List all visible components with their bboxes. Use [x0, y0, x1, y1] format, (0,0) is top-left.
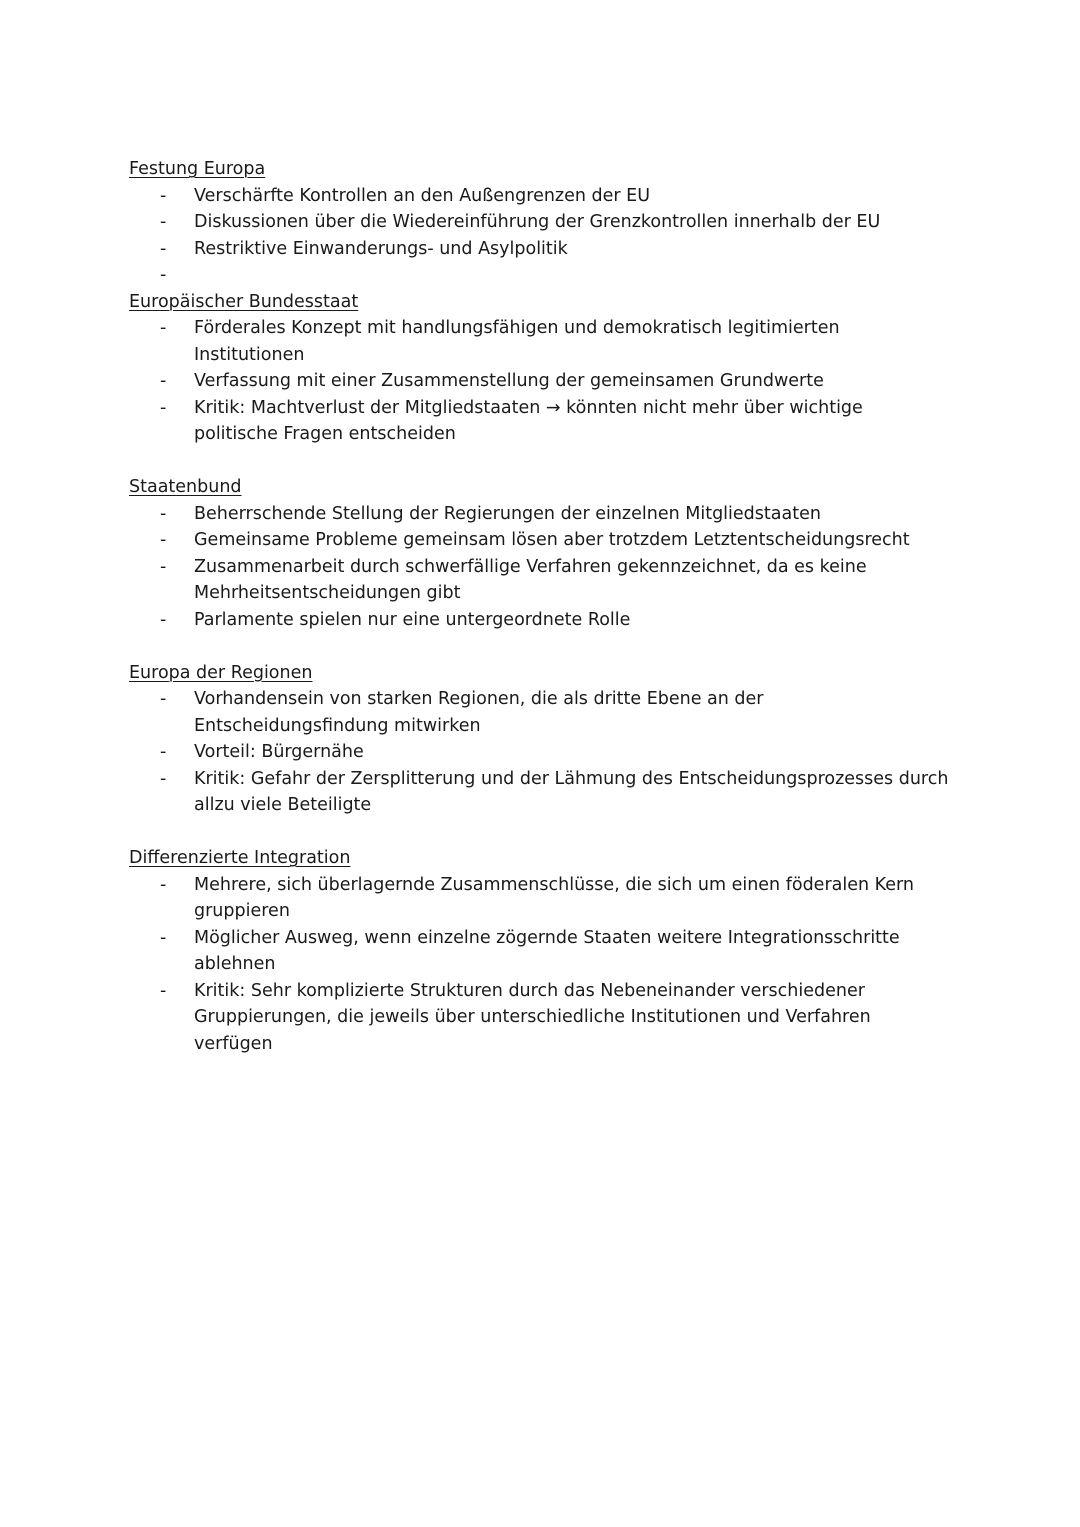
list-item-text: Möglicher Ausweg, wenn einzelne zögernde Staaten weitere Integrationsschritte ablehnen	[194, 927, 900, 974]
dash-bullet: -	[160, 238, 167, 259]
list-item	[129, 395, 989, 448]
bullet-list	[129, 872, 989, 1058]
section-heading: Festung Europa	[129, 159, 266, 179]
list-item	[129, 501, 989, 528]
dash-bullet: -	[160, 689, 167, 709]
dash-bullet: -	[160, 874, 167, 895]
list-item	[129, 872, 989, 925]
list-item-text: Vorhandensein von starken Regionen, die als dritte Ebene an der Entscheidungsfindung mitwirken	[194, 689, 764, 736]
list-item-text: Kritik: Machtverlust der Mitgliedstaaten → könnten nicht mehr über wichtige politische Fragen entscheiden	[194, 397, 863, 444]
list-item	[129, 554, 989, 607]
list-item-text: Diskussionen über die Wiedereinführung der Grenzkontrollen innerhalb der EU	[194, 212, 881, 232]
dash-bullet: -	[160, 503, 167, 524]
dash-bullet: -	[160, 556, 167, 577]
section-heading: Differenzierte Integration	[129, 848, 351, 868]
bullet-list	[129, 686, 989, 819]
dash-bullet: -	[160, 530, 167, 550]
list-item	[129, 183, 989, 210]
list-item-text: Kritik: Gefahr der Zersplitterung und der Lähmung des Entscheidungsprozesses durch allzu viele Beteiligte	[194, 768, 949, 815]
list-item-text: Verfassung mit einer Zusammenstellung der gemeinsamen Grundwerte	[194, 371, 824, 391]
list-item-text: Mehrere, sich überlagernde Zusammenschlüsse, die sich um einen föderalen Kern gruppieren	[194, 874, 915, 921]
list-item-text: Verschärfte Kontrollen an den Außengrenzen der EU	[194, 185, 651, 206]
dash-bullet: -	[160, 768, 167, 789]
list-item	[129, 739, 989, 766]
list-item-text: Förderales Konzept mit handlungsfähigen und demokratisch legitimierten Institutionen	[194, 318, 840, 365]
bullet-list	[129, 315, 989, 448]
list-item	[129, 368, 989, 395]
dash-bullet: -	[160, 265, 167, 285]
section-heading: Staatenbund	[129, 477, 242, 497]
dash-bullet: -	[160, 318, 167, 338]
dash-bullet: -	[160, 980, 167, 1001]
list-item-empty	[129, 262, 989, 289]
section-europa-der-regionen	[129, 660, 989, 819]
list-item-text: Zusammenarbeit durch schwerfällige Verfahren gekennzeichnet, da es keine Mehrheitsentscheidungen gibt	[194, 556, 867, 603]
section-differenzierte-integration	[129, 845, 989, 1057]
dash-bullet: -	[160, 397, 167, 418]
section-europaeischer-bundesstaat	[129, 289, 989, 448]
list-item-text	[194, 262, 989, 289]
list-item	[129, 527, 989, 554]
bullet-list	[129, 183, 989, 289]
list-item	[129, 236, 989, 263]
list-item-text: Parlamente spielen nur eine untergeordnete Rolle	[194, 609, 631, 630]
section-heading: Europa der Regionen	[129, 662, 313, 683]
dash-bullet: -	[160, 371, 167, 391]
section-festung-europa	[129, 156, 989, 289]
section-heading: Europäischer Bundesstaat	[129, 291, 359, 312]
list-item	[129, 766, 989, 819]
list-item	[129, 686, 989, 739]
list-item-text: Restriktive Einwanderungs- und Asylpolitik	[194, 238, 568, 259]
dash-bullet: -	[160, 609, 167, 630]
list-item-text: Kritik: Sehr komplizierte Strukturen durch das Nebeneinander verschiedener Gruppierungen, die jeweils über unterschiedliche Institutionen und Verfahren verfügen	[194, 980, 871, 1054]
dash-bullet: -	[160, 927, 167, 948]
dash-bullet: -	[160, 742, 167, 762]
list-item-text: Gemeinsame Probleme gemeinsam lösen aber trotzdem Letztentscheidungsrecht	[194, 530, 910, 550]
dash-bullet: -	[160, 185, 167, 206]
list-item	[129, 607, 989, 634]
list-item-text: Vorteil: Bürgernähe	[194, 742, 364, 762]
list-item	[129, 315, 989, 368]
list-item	[129, 978, 989, 1058]
section-staatenbund	[129, 474, 989, 633]
document-page	[129, 156, 989, 1057]
bullet-list	[129, 501, 989, 634]
list-item-text: Beherrschende Stellung der Regierungen der einzelnen Mitgliedstaaten	[194, 503, 821, 524]
list-item	[129, 209, 989, 236]
dash-bullet: -	[160, 212, 167, 232]
list-item	[129, 925, 989, 978]
